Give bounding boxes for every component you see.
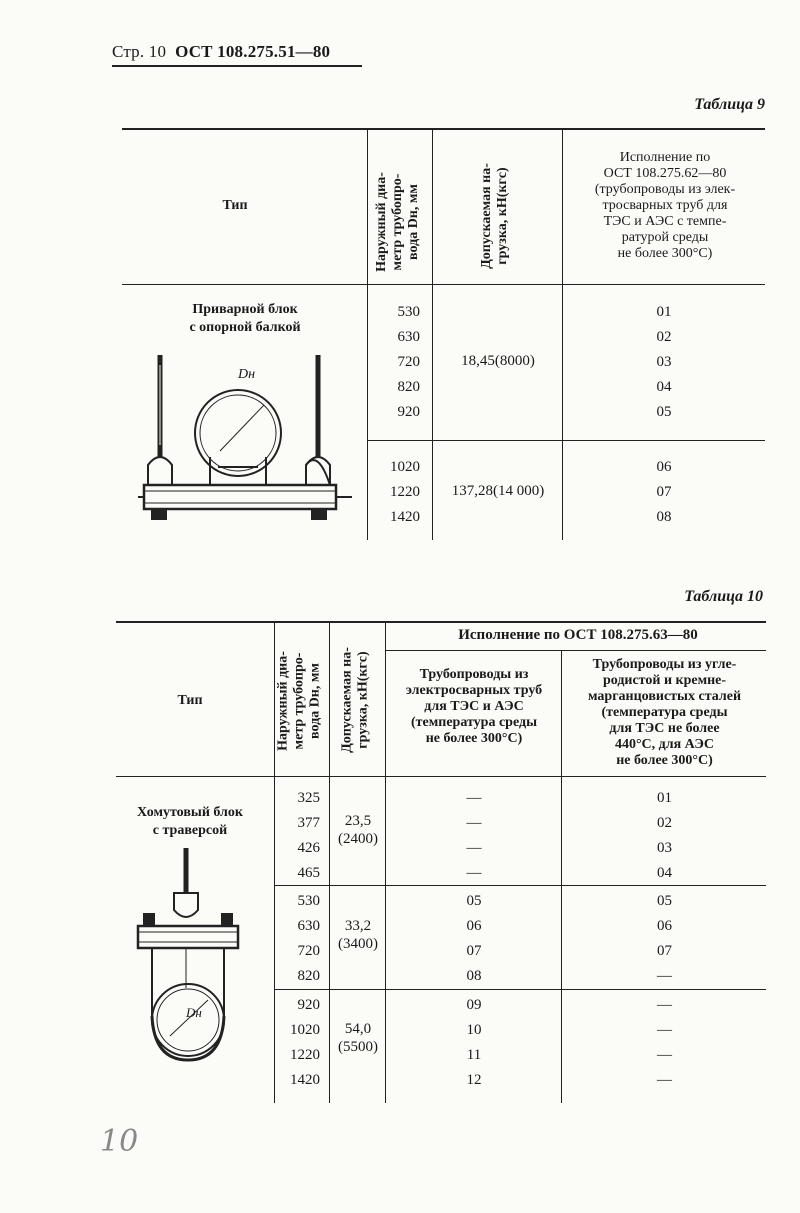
- table9-caption: Таблица 9: [694, 96, 765, 113]
- page-number: Стр. 10: [112, 42, 167, 61]
- table10-sub-rule: [385, 650, 766, 651]
- clamp-block-drawing: [130, 848, 248, 1063]
- table10-subcol-2: Трубопроводы из угле- родистой и кремне- марганцовистых сталей (температура среды для ТЭС не более 440°С, для АЭС не более 300°С): [587, 657, 742, 768]
- table9-col-type: Тип: [222, 198, 248, 213]
- standard-number: ОСТ 108.275.51—80: [175, 42, 331, 61]
- header-underline: [112, 65, 362, 67]
- table10-c1-g2: 05 06 07 08: [466, 893, 482, 984]
- table10-c2-g1: 01 02 03 04: [657, 790, 672, 881]
- table10-diameters-g1: 325 377 426 465: [297, 790, 320, 881]
- table10-load-g2: 33,2 (3400): [338, 918, 378, 952]
- table9-col-line-2: [432, 128, 433, 540]
- margin-mark: 10: [100, 1124, 139, 1159]
- table10-diameters-g2: 530 630 720 820: [297, 893, 320, 984]
- table9-codes-g2: 06 07 08: [656, 459, 672, 525]
- table10-col-line-2: [329, 621, 330, 1103]
- table10-load-g3: 54,0 (5500): [338, 1021, 378, 1055]
- table10-top-rule: [116, 621, 766, 623]
- table9-header-rule: [122, 284, 765, 285]
- table10-col-line-3: [385, 621, 386, 1103]
- table9-type-name: Приварной блок с опорной балкой: [189, 302, 301, 335]
- diameter-label-2: Dн: [186, 1005, 202, 1020]
- page-header: [112, 42, 330, 62]
- table9-group-rule: [368, 440, 765, 441]
- table9-col-execution: Исполнение по ОСТ 108.275.62—80 (трубопроводы из элек- тросварных труб для ТЭС и АЭС с темпе- ратурой среды не более 300°С): [594, 150, 736, 261]
- table9-col-line-3: [562, 128, 563, 540]
- table9-codes-g1: 01 02 03 04 05: [656, 304, 672, 420]
- table10-load-g1: 23,5 (2400): [338, 813, 378, 847]
- table10-caption: Таблица 10: [684, 588, 763, 605]
- table10-header-rule: [116, 776, 766, 777]
- table10-group-rule-2: [275, 989, 766, 990]
- table9-top-rule: [122, 128, 765, 130]
- table9-diameters-g1: 530 630 720 820 920: [397, 304, 420, 420]
- table10-col-execution: Исполнение по ОСТ 108.275.63—80: [458, 627, 698, 643]
- table10-col-load: Допускаемая на- грузка, кН(кгс): [339, 647, 371, 753]
- table10-c1-g3: 09 10 11 12: [466, 997, 482, 1088]
- table10-c2-g3: — — — —: [657, 997, 672, 1088]
- table9-diameters-g2: 1020 1220 1420: [390, 459, 420, 525]
- table10-col-diameter: Наружный диа- метр трубопро- вода Dн, мм: [275, 651, 323, 751]
- table9-load-g2: 137,28(14 000): [451, 483, 545, 499]
- table9-load-g1: 18,45(8000): [461, 353, 535, 369]
- table10-col-line-4: [561, 650, 562, 1103]
- table9-col-diameter: Наружный диа- метр трубопро- вода Dн, мм: [374, 172, 421, 272]
- table10-col-type: Тип: [177, 693, 203, 708]
- table10-c2-g2: 05 06 07 —: [657, 893, 672, 984]
- table9-col-load: Допускаемая на- грузка, кН(кгс): [479, 163, 510, 269]
- diameter-label: Dн: [238, 367, 256, 382]
- table10-c1-g1: — — — —: [466, 790, 482, 881]
- table10-type-name: Хомутовый блок с траверсой: [137, 805, 243, 838]
- table10-subcol-1: Трубопроводы из электросварных труб для ТЭС и АЭС (температура среды не более 300°С): [405, 667, 543, 746]
- table10-diameters-g3: 920 1020 1220 1420: [290, 997, 320, 1088]
